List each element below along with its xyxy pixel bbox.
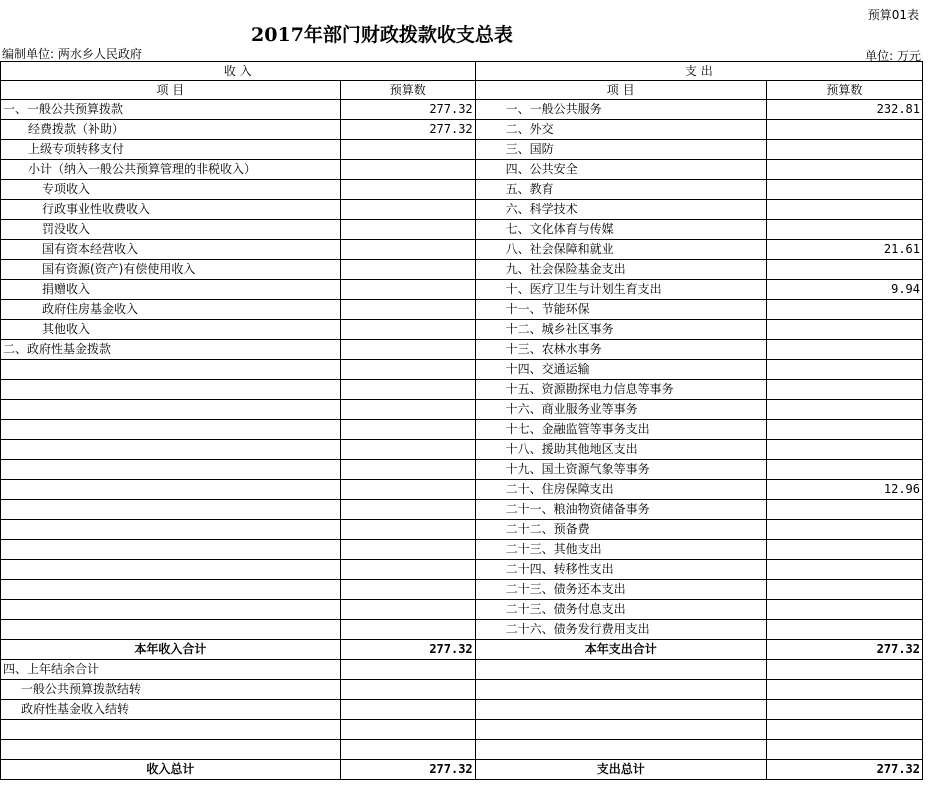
income-item-cell: 经费拨款（补助）: [1, 120, 341, 140]
carry-expense-value-cell: [766, 740, 922, 760]
income-value-cell: [340, 220, 475, 240]
expense-value-cell: [766, 560, 922, 580]
table-row: [1, 300, 923, 320]
income-value-cell: [340, 440, 475, 460]
income-value-cell: [340, 540, 475, 560]
income-value-cell: [340, 600, 475, 620]
expense-value-cell: [766, 540, 922, 560]
carry-expense-cell: [475, 660, 766, 680]
income-item-cell: 其他收入: [1, 320, 341, 340]
section-header-row: [1, 62, 923, 81]
org-label: 编制单位: 两水乡人民政府: [2, 47, 142, 61]
carry-row: [1, 660, 923, 680]
year-expense-total-value: 277.32: [766, 640, 922, 660]
table-row: [1, 460, 923, 480]
table-row: [1, 320, 923, 340]
expense-item-cell: 十二、城乡社区事务: [475, 320, 766, 340]
expense-item-cell: 三、国防: [475, 140, 766, 160]
expense-value-cell: [766, 160, 922, 180]
expense-item-cell: 十、医疗卫生与计划生育支出: [475, 280, 766, 300]
income-value-cell: [340, 480, 475, 500]
income-value-cell: 277.32: [340, 120, 475, 140]
expense-value-cell: 232.81: [766, 100, 922, 120]
expense-item-cell: 二、外交: [475, 120, 766, 140]
expense-value-cell: [766, 340, 922, 360]
expense-value-cell: [766, 600, 922, 620]
carry-row: [1, 720, 923, 740]
carry-value-cell: [340, 720, 475, 740]
expense-value-cell: [766, 120, 922, 140]
carry-value-cell: [340, 740, 475, 760]
table-row: [1, 160, 923, 180]
income-item-cell: [1, 620, 341, 640]
grand-expense-total-value: 277.32: [766, 760, 922, 780]
expense-item-cell: 一、一般公共服务: [475, 100, 766, 120]
income-header: 收 入: [1, 62, 476, 81]
income-budget-header: 预算数: [340, 81, 475, 100]
table-row: [1, 120, 923, 140]
income-value-cell: [340, 140, 475, 160]
grand-expense-total-label: 支出总计: [475, 760, 766, 780]
income-item-cell: [1, 460, 341, 480]
income-item-cell: [1, 540, 341, 560]
expense-value-cell: 9.94: [766, 280, 922, 300]
carry-item-cell: 一般公共预算拨款结转: [1, 680, 341, 700]
income-item-cell: 罚没收入: [1, 220, 341, 240]
income-value-cell: 277.32: [340, 100, 475, 120]
carry-expense-cell: [475, 680, 766, 700]
table-row: [1, 600, 923, 620]
year-income-total-value: 277.32: [340, 640, 475, 660]
carry-value-cell: [340, 660, 475, 680]
year-expense-total-label: 本年支出合计: [475, 640, 766, 660]
expense-item-cell: 二十三、其他支出: [475, 540, 766, 560]
income-value-cell: [340, 380, 475, 400]
expense-value-cell: [766, 440, 922, 460]
income-item-cell: [1, 520, 341, 540]
carry-item-cell: 四、上年结余合计: [1, 660, 341, 680]
income-item-cell: [1, 580, 341, 600]
expense-value-cell: [766, 400, 922, 420]
income-item-cell: [1, 420, 341, 440]
expense-value-cell: [766, 520, 922, 540]
income-item-cell: 国有资源(资产)有偿使用收入: [1, 260, 341, 280]
table-row: [1, 260, 923, 280]
table-row: [1, 620, 923, 640]
income-item-cell: [1, 480, 341, 500]
income-item-cell: [1, 440, 341, 460]
carry-expense-value-cell: [766, 680, 922, 700]
year-total-row: [1, 640, 923, 660]
table-row: [1, 500, 923, 520]
expense-item-cell: 十六、商业服务业等事务: [475, 400, 766, 420]
grand-income-total-label: 收入总计: [1, 760, 341, 780]
expense-item-cell: 九、社会保险基金支出: [475, 260, 766, 280]
carry-row: [1, 740, 923, 760]
table-row: [1, 520, 923, 540]
year-income-total-label: 本年收入合计: [1, 640, 341, 660]
table-row: [1, 140, 923, 160]
expense-item-cell: 十九、国土资源气象等事务: [475, 460, 766, 480]
income-value-cell: [340, 340, 475, 360]
income-value-cell: [340, 420, 475, 440]
income-value-cell: [340, 320, 475, 340]
carry-expense-cell: [475, 740, 766, 760]
expense-value-cell: [766, 420, 922, 440]
expense-item-cell: 十一、节能环保: [475, 300, 766, 320]
income-value-cell: [340, 280, 475, 300]
income-item-cell: [1, 380, 341, 400]
expense-item-cell: 二十一、粮油物资储备事务: [475, 500, 766, 520]
income-value-cell: [340, 620, 475, 640]
carry-expense-cell: [475, 720, 766, 740]
expense-item-cell: 十四、交通运输: [475, 360, 766, 380]
form-number: 预算01表: [867, 8, 919, 22]
income-item-cell: [1, 500, 341, 520]
expense-item-cell: 十八、援助其他地区支出: [475, 440, 766, 460]
carry-value-cell: [340, 700, 475, 720]
unit-label: 单位: 万元: [865, 49, 921, 63]
income-item-header: 项 目: [1, 81, 341, 100]
table-row: [1, 480, 923, 500]
income-value-cell: [340, 200, 475, 220]
expense-value-cell: 21.61: [766, 240, 922, 260]
income-value-cell: [340, 300, 475, 320]
expense-item-cell: 二十二、预备费: [475, 520, 766, 540]
table-row: [1, 540, 923, 560]
income-value-cell: [340, 580, 475, 600]
expense-value-cell: [766, 200, 922, 220]
page-title: 2017年部门财政拨款收支总表: [251, 24, 513, 46]
grand-income-total-value: 277.32: [340, 760, 475, 780]
table-row: [1, 360, 923, 380]
income-item-cell: [1, 400, 341, 420]
expense-header: 支 出: [475, 62, 922, 81]
expense-item-cell: 十三、农林水事务: [475, 340, 766, 360]
table-row: [1, 200, 923, 220]
carry-row: [1, 700, 923, 720]
expense-item-cell: 十五、资源勘探电力信息等事务: [475, 380, 766, 400]
income-value-cell: [340, 500, 475, 520]
table-row: [1, 560, 923, 580]
income-item-cell: 捐赠收入: [1, 280, 341, 300]
table-row: [1, 400, 923, 420]
income-value-cell: [340, 260, 475, 280]
expense-item-cell: 二十四、转移性支出: [475, 560, 766, 580]
income-item-cell: 行政事业性收费收入: [1, 200, 341, 220]
income-value-cell: [340, 560, 475, 580]
table-row: [1, 220, 923, 240]
carry-expense-value-cell: [766, 720, 922, 740]
income-item-cell: [1, 360, 341, 380]
expense-item-cell: 十七、金融监管等事务支出: [475, 420, 766, 440]
expense-value-cell: [766, 620, 922, 640]
carry-expense-value-cell: [766, 660, 922, 680]
table-row: [1, 280, 923, 300]
income-item-cell: 小计（纳入一般公共预算管理的非税收入）: [1, 160, 341, 180]
carry-item-cell: 政府性基金收入结转: [1, 700, 341, 720]
income-value-cell: [340, 180, 475, 200]
carry-expense-cell: [475, 700, 766, 720]
income-item-cell: 政府住房基金收入: [1, 300, 341, 320]
income-item-cell: 一、一般公共预算拨款: [1, 100, 341, 120]
expense-item-cell: 二十、住房保障支出: [475, 480, 766, 500]
budget-table: [0, 61, 923, 780]
expense-value-cell: [766, 260, 922, 280]
table-row: [1, 580, 923, 600]
income-value-cell: [340, 360, 475, 380]
income-item-cell: [1, 560, 341, 580]
expense-value-cell: [766, 580, 922, 600]
carry-expense-value-cell: [766, 700, 922, 720]
income-item-cell: 专项收入: [1, 180, 341, 200]
expense-value-cell: [766, 140, 922, 160]
expense-item-header: 项 目: [475, 81, 766, 100]
carry-item-cell: [1, 720, 341, 740]
expense-item-cell: 二十三、债务付息支出: [475, 600, 766, 620]
expense-value-cell: [766, 360, 922, 380]
expense-value-cell: [766, 380, 922, 400]
income-value-cell: [340, 460, 475, 480]
carry-row: [1, 680, 923, 700]
income-item-cell: [1, 600, 341, 620]
table-row: [1, 380, 923, 400]
income-value-cell: [340, 240, 475, 260]
income-value-cell: [340, 520, 475, 540]
table-row: [1, 180, 923, 200]
expense-item-cell: 八、社会保障和就业: [475, 240, 766, 260]
expense-value-cell: [766, 300, 922, 320]
expense-item-cell: 五、教育: [475, 180, 766, 200]
expense-value-cell: [766, 460, 922, 480]
income-item-cell: 国有资本经营收入: [1, 240, 341, 260]
column-header-row: [1, 81, 923, 100]
table-row: [1, 420, 923, 440]
table-row: [1, 340, 923, 360]
expense-item-cell: 六、科学技术: [475, 200, 766, 220]
table-row: [1, 440, 923, 460]
carry-item-cell: [1, 740, 341, 760]
income-item-cell: 二、政府性基金拨款: [1, 340, 341, 360]
carry-value-cell: [340, 680, 475, 700]
expense-value-cell: [766, 220, 922, 240]
income-value-cell: [340, 400, 475, 420]
expense-budget-header: 预算数: [766, 81, 922, 100]
income-item-cell: 上级专项转移支付: [1, 140, 341, 160]
expense-item-cell: 二十三、债务还本支出: [475, 580, 766, 600]
income-value-cell: [340, 160, 475, 180]
table-row: [1, 100, 923, 120]
expense-value-cell: [766, 180, 922, 200]
expense-item-cell: 二十六、债务发行费用支出: [475, 620, 766, 640]
expense-value-cell: [766, 320, 922, 340]
expense-value-cell: 12.96: [766, 480, 922, 500]
table-row: [1, 240, 923, 260]
expense-item-cell: 四、公共安全: [475, 160, 766, 180]
grand-total-row: [1, 760, 923, 780]
expense-item-cell: 七、文化体育与传媒: [475, 220, 766, 240]
expense-value-cell: [766, 500, 922, 520]
